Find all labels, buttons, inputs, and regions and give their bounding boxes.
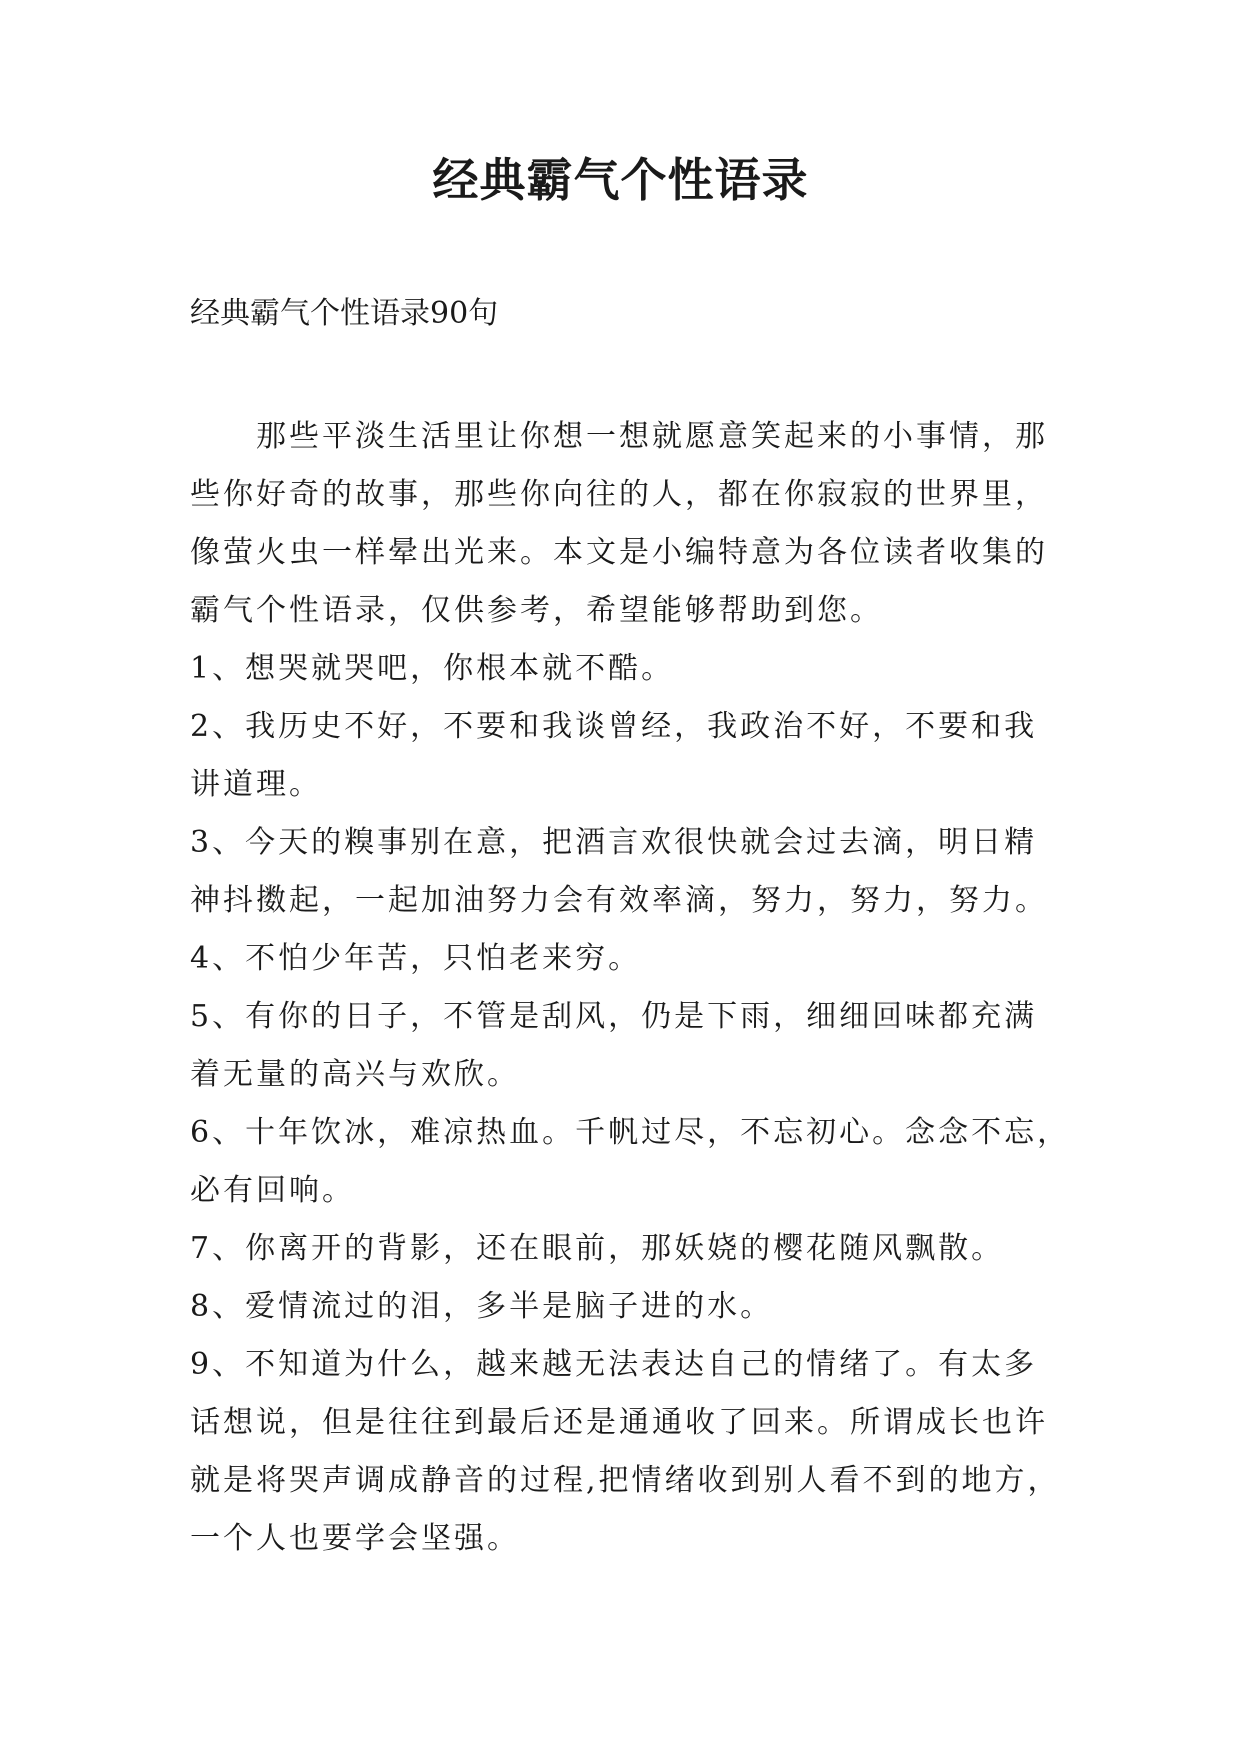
intro-line-4: 霸气个性语录，仅供参考，希望能够帮助到您。 [190, 593, 883, 628]
quote-6-line-2: 必有回响。 [190, 1173, 355, 1208]
intro-line-3: 像萤火虫一样晕出光来。本文是小编特意为各位读者收集的 [190, 535, 1048, 570]
quote-8-line-1: 8、爱情流过的泪，多半是脑子进的水。 [190, 1289, 774, 1324]
document-subtitle: 经典霸气个性语录90句 [190, 296, 499, 331]
quote-9-line-1: 9、不知道为什么，越来越无法表达自己的情绪了。有太多 [190, 1347, 1038, 1382]
quote-3-line-2: 神抖擞起，一起加油努力会有效率滴，努力，努力，努力。 [190, 883, 1048, 918]
quote-2-line-2: 讲道理。 [190, 767, 322, 802]
document-body [190, 408, 1090, 1568]
quote-6-line-1: 6、十年饮冰，难凉热血。千帆过尽，不忘初心。念念不忘， [190, 1115, 1071, 1150]
quote-5-line-1: 5、有你的日子，不管是刮风，仍是下雨，细细回味都充满 [190, 999, 1038, 1034]
quote-9-line-4: 一个人也要学会坚强。 [190, 1521, 520, 1556]
intro-line-2: 些你好奇的故事，那些你向往的人，都在你寂寂的世界里， [190, 477, 1048, 512]
intro-line-1: 那些平淡生活里让你想一想就愿意笑起来的小事情，那 [256, 419, 1048, 454]
quote-9-line-3: 就是将哭声调成静音的过程,把情绪收到别人看不到的地方， [190, 1463, 1061, 1498]
quote-1-line-1: 1、想哭就哭吧，你根本就不酷。 [190, 651, 675, 686]
quote-7-line-1: 7、你离开的背影，还在眼前，那妖娆的樱花随风飘散。 [190, 1231, 1005, 1266]
document-title: 经典霸气个性语录 [432, 153, 809, 207]
quote-5-line-2: 着无量的高兴与欢欣。 [190, 1057, 520, 1092]
quote-9-line-2: 话想说，但是往往到最后还是通通收了回来。所谓成长也许 [190, 1405, 1048, 1440]
quote-2-line-1: 2、我历史不好，不要和我谈曾经，我政治不好，不要和我 [190, 709, 1038, 744]
quote-3-line-1: 3、今天的糗事别在意，把酒言欢很快就会过去滴，明日精 [190, 825, 1038, 860]
quote-4-line-1: 4、不怕少年苦，只怕老来穷。 [190, 941, 642, 976]
